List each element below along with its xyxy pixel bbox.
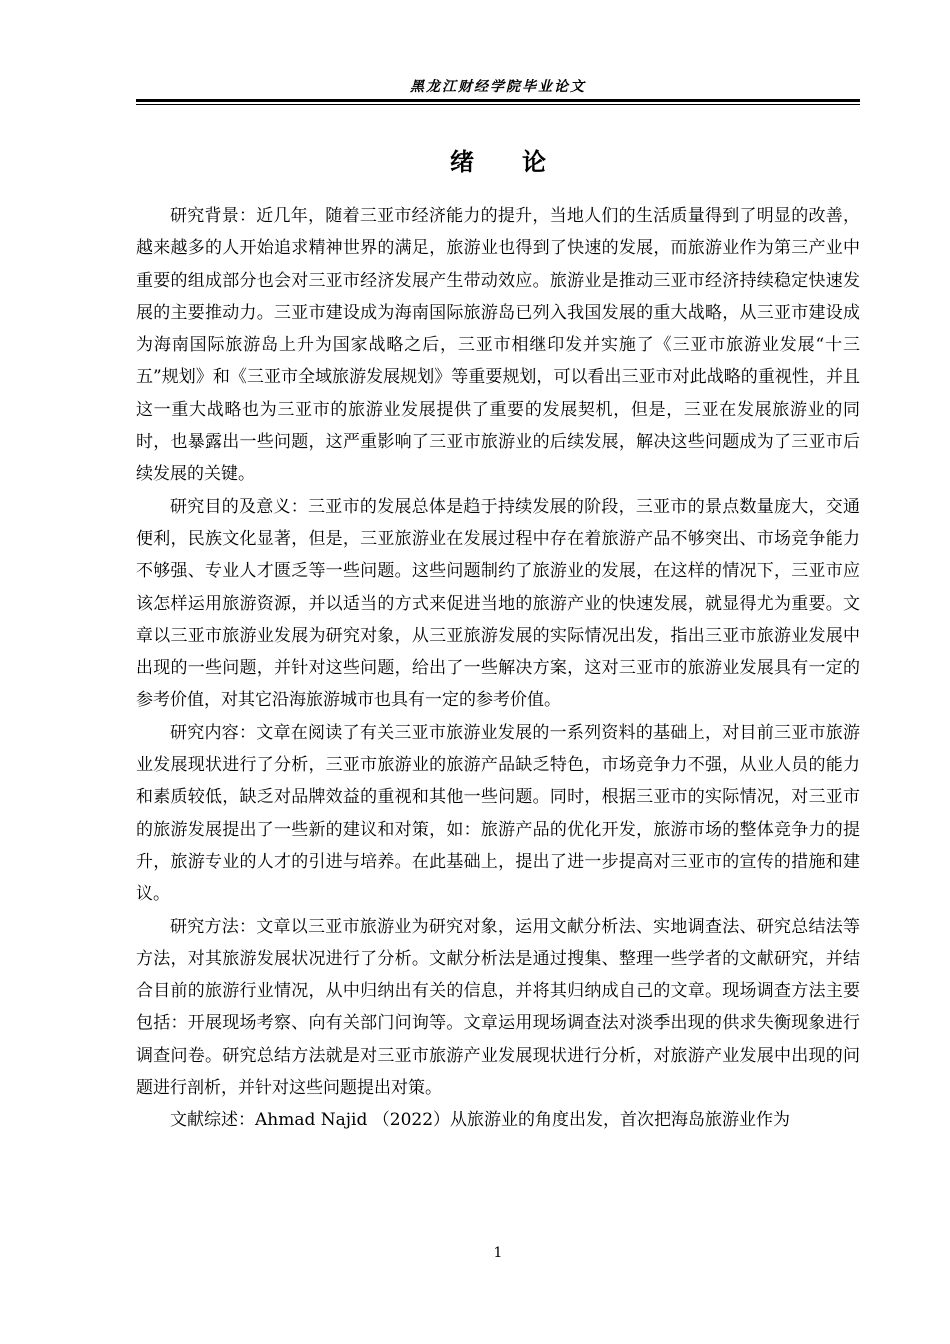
paragraph-research-background: 研究背景：近几年，随着三亚市经济能力的提升，当地人们的生活质量得到了明显的改善，越来越多的人开始追求精神世界的满足，旅游业也得到了快速的发展，而旅游业作为第三产业中重要的组成部分也会对三亚市经济发展产生带动效应。旅游业是推动三亚市经济持续稳定快速发展的主要推动力。三亚市建设成为海南国际旅游岛已列入我国发展的重大战略，从三亚市建设成为海南国际旅游岛上升为国家战略之后，三亚市相继印发并实施了《三亚市旅游业发展“十三五”规划》和《三亚市全域旅游发展规划》等重要规划，可以看出三亚市对此战略的重视性，并且这一重大战略也为三亚市的旅游业发展提供了重要的发展契机，但是，三亚在发展旅游业的同时，也暴露出一些问题，这严重影响了三亚市旅游业的后续发展，解决这些问题成为了三亚市后续发展的关键。: [136, 206, 860, 485]
running-header: 黑龙江财经学院毕业论文: [410, 79, 586, 95]
body-text: [136, 200, 860, 1137]
page-title: 绪论: [450, 147, 594, 176]
paragraph-research-method: 研究方法：文章以三亚市旅游业为研究对象，运用文献分析法、实地调查法、研究总结法等方法，对其旅游发展状况进行了分析。文献分析法是通过搜集、整理一些学者的文献研究，并结合目前的旅游行业情况，从中归纳出有关的信息，并将其归纳成自己的文章。现场调查方法主要包括：开展现场考察、向有关部门问询等。文章运用现场调查法对淡季出现的供求失衡现象进行调查问卷。研究总结方法就是对三亚市旅游产业发展现状进行分析，对旅游产业发展中出现的问题进行剖析，并针对这些问题提出对策。: [136, 916, 860, 1099]
paragraph-literature-review: 文献综述：Ahmad Najid （2022）从旅游业的角度出发，首次把海岛旅游业作为: [170, 1110, 791, 1131]
page-number: 1: [493, 1245, 503, 1261]
header-rule-thick: [136, 99, 860, 102]
paragraph-research-purpose: 研究目的及意义：三亚市的发展总体是趋于持续发展的阶段，三亚市的景点数量庞大，交通便利，民族文化显著，但是，三亚旅游业在发展过程中存在着旅游产品不够突出、市场竞争能力不够强、专业人才匮乏等一些问题。这些问题制约了旅游业的发展，在这样的情况下，三亚市应该怎样运用旅游资源，并以适当的方式来促进当地的旅游产业的快速发展，就显得尤为重要。文章以三亚市旅游业发展为研究对象，从三亚旅游发展的实际情况出发，指出三亚市旅游业发展中出现的一些问题，并针对这些问题，给出了一些解决方案，这对三亚市的旅游业发展具有一定的参考价值，对其它沿海旅游城市也具有一定的参考价值。: [136, 496, 860, 711]
paragraph-research-content: 研究内容：文章在阅读了有关三亚市旅游业发展的一系列资料的基础上，对目前三亚市旅游业发展现状进行了分析，三亚市旅游业的旅游产品缺乏特色，市场竞争力不强，从业人员的能力和素质较低，缺乏对品牌效益的重视和其他一些问题。同时，根据三亚市的实际情况，对三亚市的旅游发展提出了一些新的建议和对策，如：旅游产品的优化开发，旅游市场的整体竞争力的提升，旅游专业的人才的引进与培养。在此基础上，提出了进一步提高对三亚市的宣传的措施和建议。: [136, 722, 860, 905]
header-rule-thin: [136, 104, 860, 105]
